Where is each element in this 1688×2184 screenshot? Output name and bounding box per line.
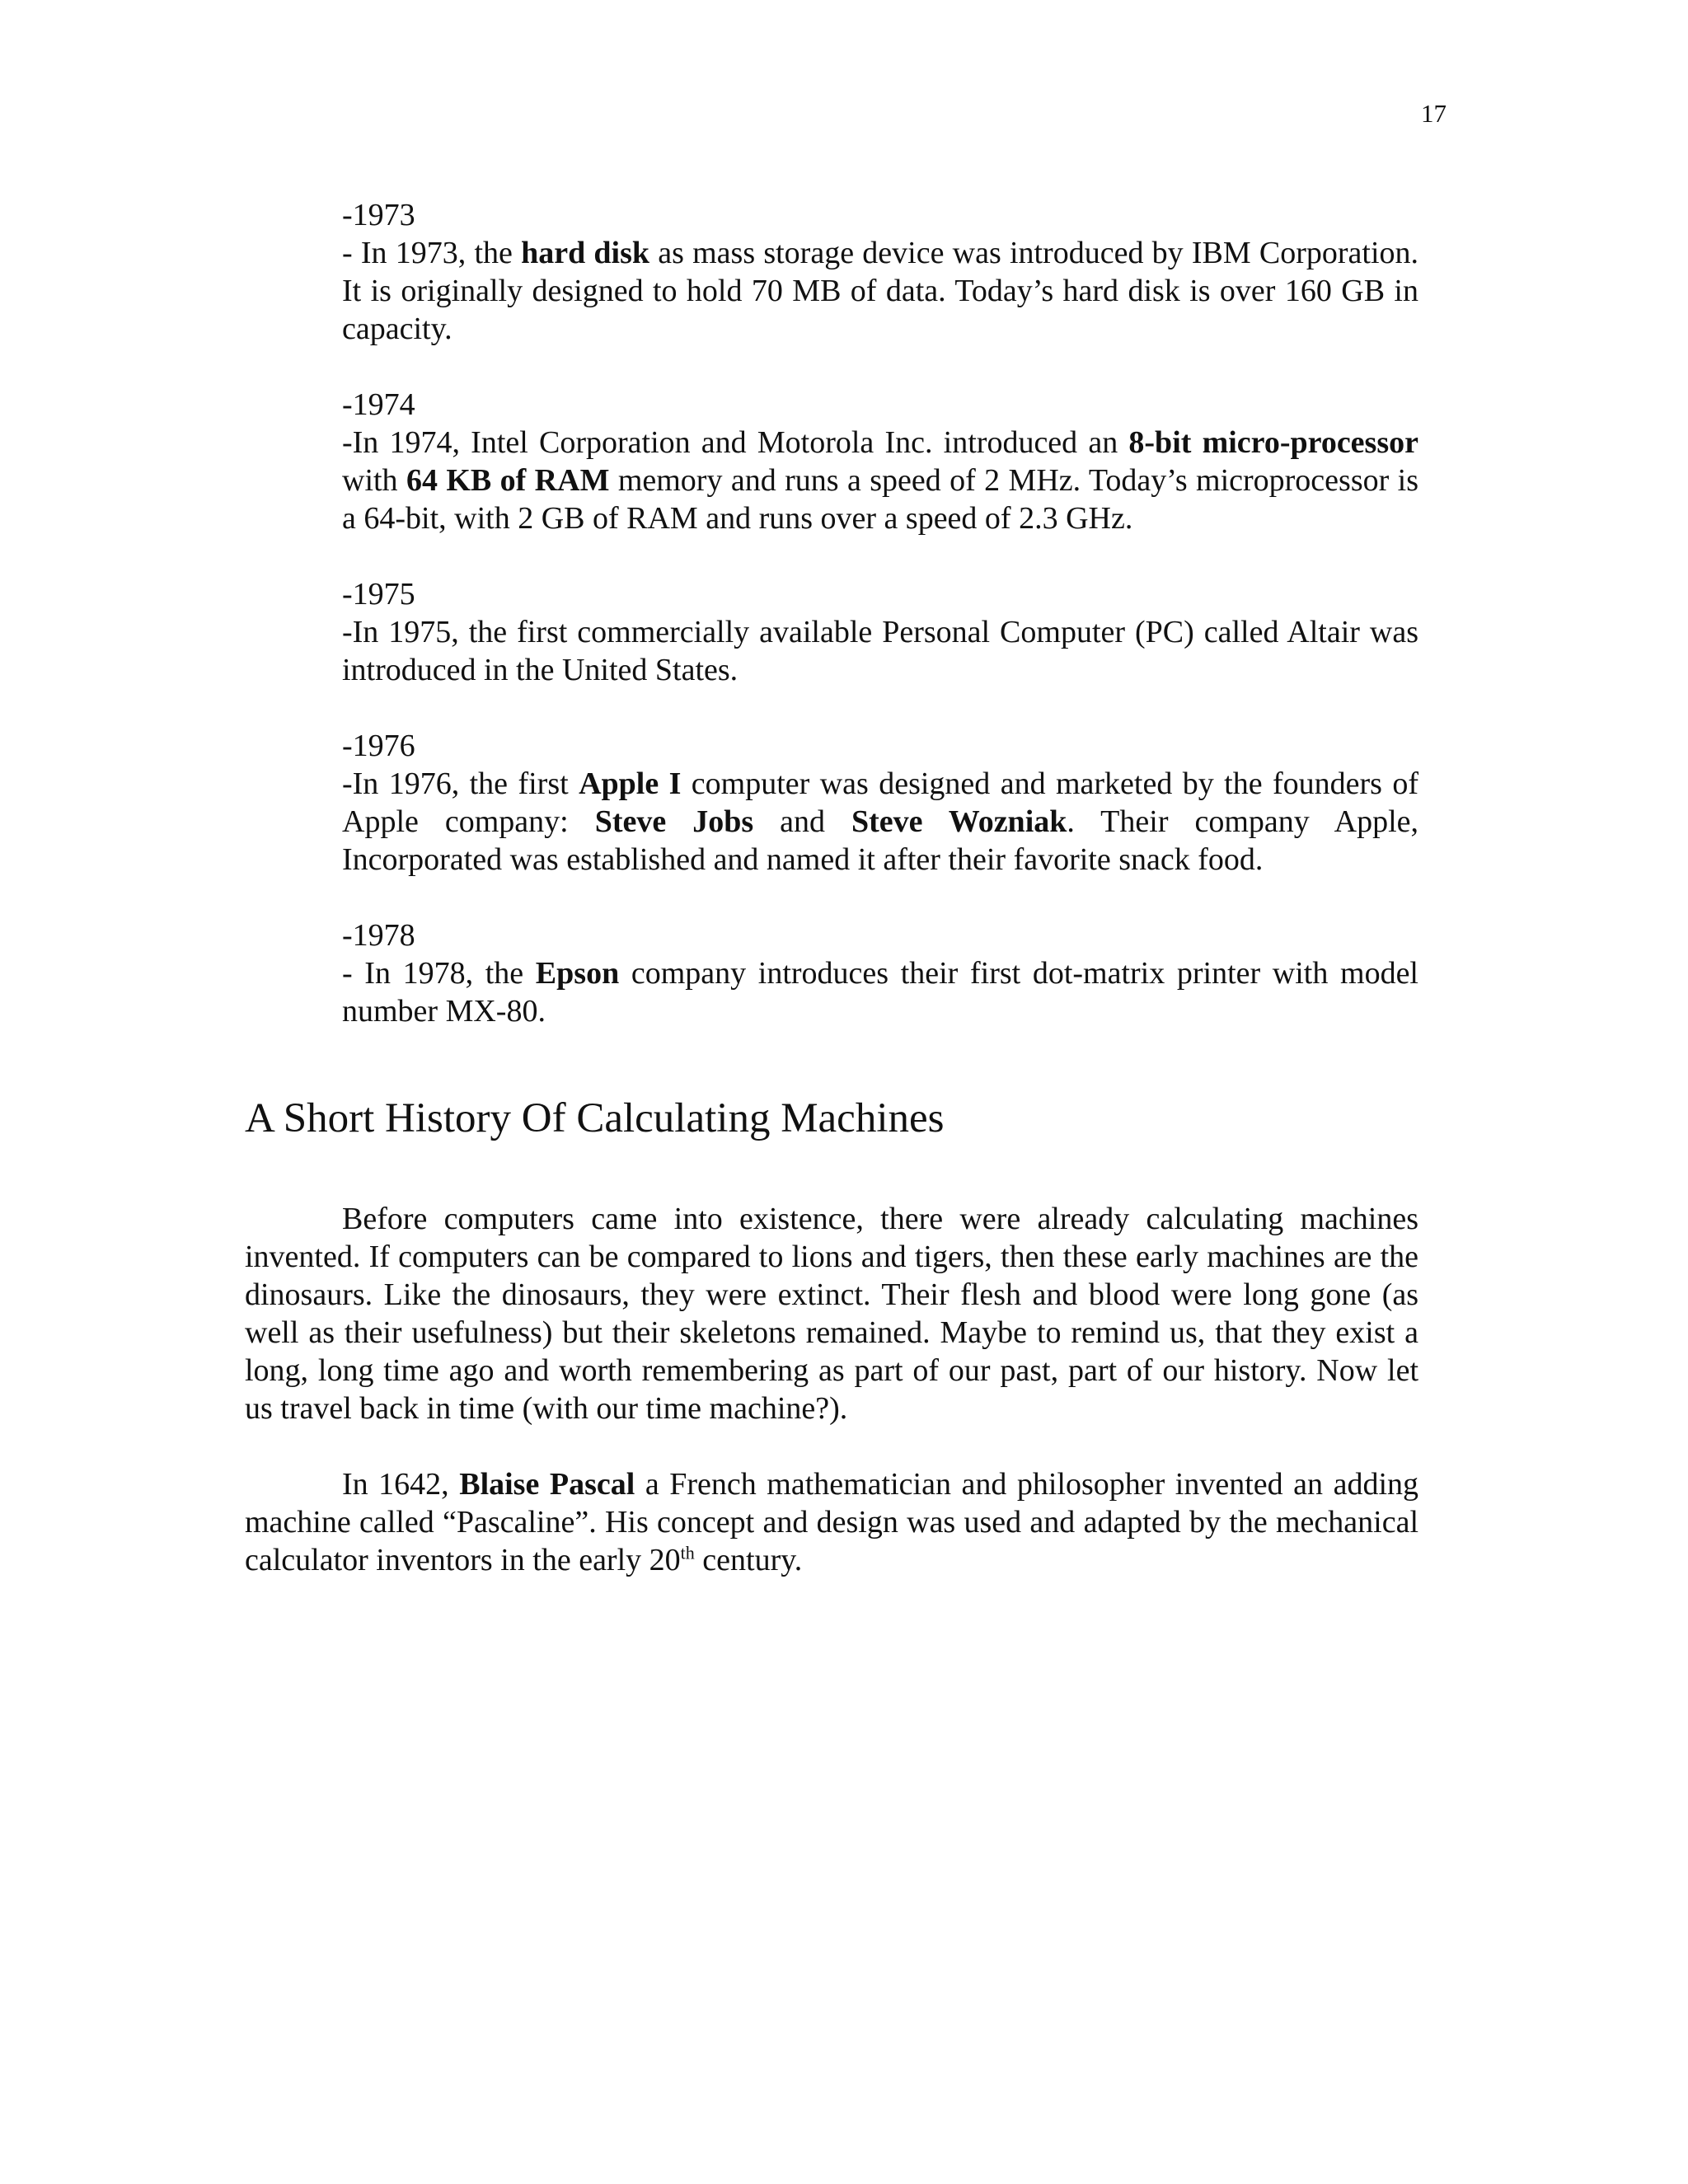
timeline-entry-1975 bbox=[342, 575, 1418, 689]
text-run: -In 1976, the first bbox=[342, 766, 579, 801]
text-run: century. bbox=[694, 1543, 803, 1577]
paragraph-pascal bbox=[245, 1465, 1418, 1579]
entry-year: -1974 bbox=[342, 387, 415, 422]
text-run: as mass storage device was introduced by IBM Corporation. It is originally designed to hold 70 MB of data. Today’s hard disk is over 160 GB in capacity. bbox=[342, 236, 1419, 346]
text-run: - In 1973, the bbox=[342, 236, 522, 270]
timeline bbox=[342, 196, 1418, 1068]
entry-year: -1973 bbox=[342, 198, 415, 232]
text-run: . Their company Apple, Incorporated was established and named it after their favorite snack food. bbox=[342, 804, 1419, 877]
bold-text: 64 KB of RAM bbox=[406, 463, 610, 498]
text-run: and bbox=[753, 804, 851, 839]
bold-text: hard disk bbox=[521, 236, 650, 270]
timeline-entry-1973 bbox=[342, 196, 1418, 348]
text-run: with bbox=[342, 463, 406, 498]
bold-text: Steve Jobs bbox=[594, 804, 754, 839]
text-run: In 1642, bbox=[342, 1467, 460, 1502]
timeline-entry-1976 bbox=[342, 727, 1418, 879]
section-body bbox=[245, 1200, 1418, 1617]
text-run: computer was designed and marketed by the founders of Apple company: bbox=[342, 766, 1419, 839]
bold-text: 8-bit micro-processor bbox=[1128, 425, 1418, 460]
paragraph-intro bbox=[245, 1200, 1418, 1427]
entry-description bbox=[342, 234, 1418, 348]
text-run: a French mathematician and philosopher invented an adding machine called “Pascaline”. His concept and design was used and adapted by the mechanical calculator inventors in the early 20 bbox=[245, 1467, 1419, 1577]
bold-text: Apple I bbox=[579, 766, 682, 801]
bold-text: Blaise Pascal bbox=[459, 1467, 635, 1502]
entry-description bbox=[342, 424, 1418, 537]
text-run: company introduces their first dot-matrix printer with model number MX-80. bbox=[342, 956, 1418, 1029]
page-number: 17 bbox=[1421, 99, 1447, 128]
superscript-text: th bbox=[680, 1542, 695, 1563]
section-heading: A Short History Of Calculating Machines bbox=[245, 1095, 945, 1141]
timeline-entry-1974 bbox=[342, 386, 1418, 537]
entry-description bbox=[342, 765, 1418, 879]
entry-year: -1975 bbox=[342, 577, 415, 612]
text-run: Before computers came into existence, there were already calculating machines invented. If computers can be compared to lions and tigers, then these early machines are the dinosaurs. Like the dinosaurs, they were extinct. Their flesh and blood were long gone (as well as their usefulness) but their skeletons remained. Maybe to remind us, that they exist a long, long time ago and worth remembering as part of our past, part of our history. Now let us travel back in time (with our time machine?). bbox=[245, 1202, 1418, 1426]
bold-text: Steve Wozniak bbox=[851, 804, 1067, 839]
text-run: -In 1974, Intel Corporation and Motorola Inc. introduced an bbox=[342, 425, 1129, 460]
timeline-entry-1978 bbox=[342, 916, 1418, 1030]
entry-description bbox=[342, 613, 1418, 689]
text-run: - In 1978, the bbox=[342, 956, 536, 991]
text-run: -In 1975, the first commercially available Personal Computer (PC) called Altair was introduced in the United States. bbox=[342, 615, 1418, 687]
bold-text: Epson bbox=[535, 956, 620, 991]
entry-year: -1976 bbox=[342, 729, 415, 763]
entry-description bbox=[342, 954, 1418, 1030]
entry-year: -1978 bbox=[342, 918, 415, 953]
text-run: memory and runs a speed of 2 MHz. Today’s microprocessor is a 64-bit, with 2 GB of RAM and runs over a speed of 2.3 GHz. bbox=[342, 463, 1418, 536]
